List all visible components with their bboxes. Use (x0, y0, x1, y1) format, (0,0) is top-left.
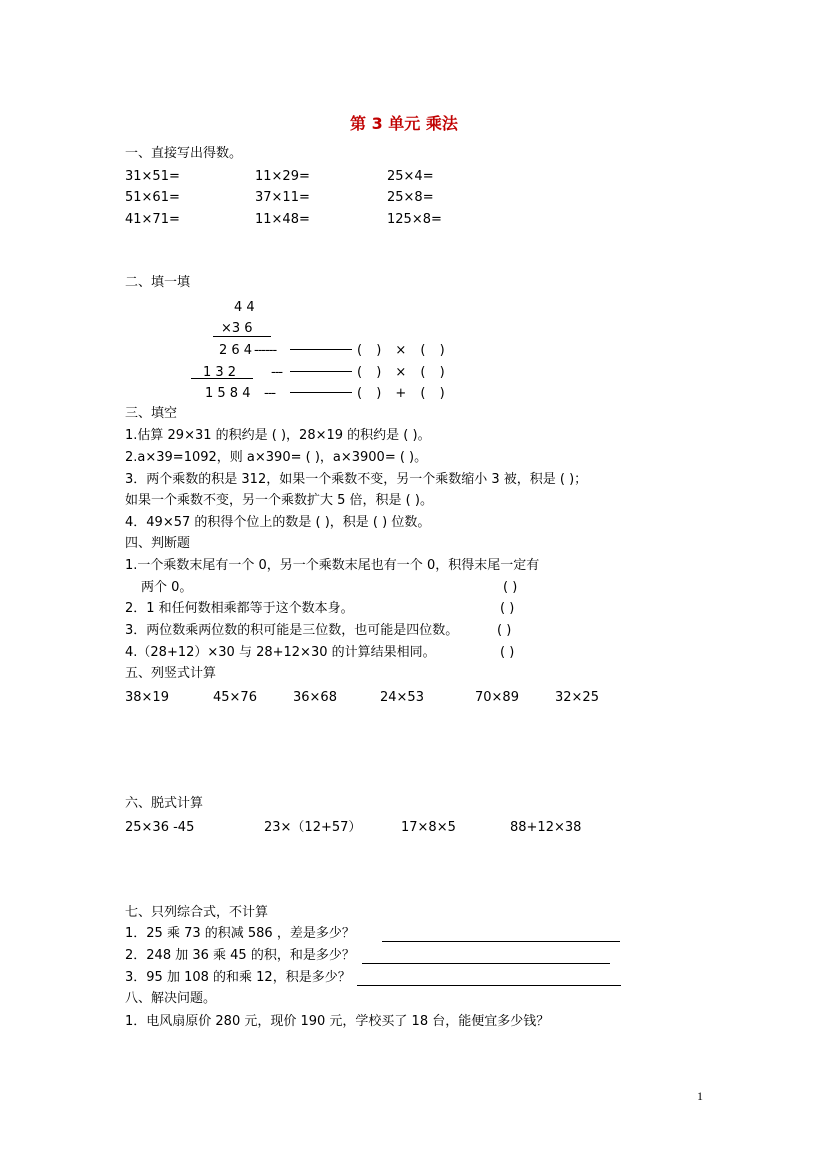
vertical-calc-item: 70×89 (475, 690, 519, 705)
answer-parens: ( ) (497, 623, 512, 638)
judge-question: 2．1 和任何数相乘都等于这个数本身。 (125, 601, 354, 616)
calc-item: 37×11= (255, 190, 310, 205)
fill-question: 1.估算 29×31 的积约是 ( )，28×19 的积约是 ( )。 (125, 428, 431, 443)
judge-question: 3．两位数乘两位数的积可能是三位数，也可能是四位数。 (125, 623, 459, 638)
partial-product-1: 2 6 4 (219, 343, 253, 358)
section-5-heading: 五、列竖式计算 (125, 666, 217, 681)
fill-parens: ( ) × ( ) (357, 365, 445, 380)
calc-item: 25×4= (387, 169, 434, 184)
section-3-heading: 三、填空 (125, 406, 178, 421)
calc-item: 125×8= (387, 212, 442, 227)
judge-question-continued: 两个 0。 (141, 580, 193, 595)
vertical-calc-item: 24×53 (380, 690, 424, 705)
answer-parens: ( ) (503, 580, 518, 595)
answer-line (362, 963, 610, 964)
section-1-heading: 一、直接写出得数。 (125, 146, 243, 161)
fill-question: 3．两个乘数的积是 312，如果一个乘数不变，另一个乘数缩小 3 被，积是 ( )； (125, 472, 588, 487)
section-2-heading: 二、填一填 (125, 275, 191, 290)
expression-question: 1．25 乘 73 的积减 586 ，差是多少？ (125, 926, 355, 941)
partial-product-2: 1 3 2 (203, 365, 237, 380)
connector-line (290, 371, 352, 372)
section-7-heading: 七、只列综合式，不计算 (125, 905, 269, 920)
stepwise-calc-item: 23×（12+57） (264, 820, 362, 835)
fill-question-continued: 如果一个乘数不变，另一个乘数扩大 5 倍，积是 ( )。 (125, 493, 433, 508)
connector-line (290, 349, 352, 350)
expression-question: 2．248 加 36 乘 45 的积，和是多少？ (125, 948, 355, 963)
calc-item: 31×51= (125, 169, 180, 184)
stepwise-calc-item: 88+12×38 (510, 820, 582, 835)
fill-question: 2.a×39=1092，则 a×390= ( )，a×3900= ( )。 (125, 450, 428, 465)
vertical-rule-line (191, 378, 253, 379)
answer-line (382, 941, 620, 942)
vertical-calc-item: 45×76 (213, 690, 257, 705)
answer-parens: ( ) (500, 601, 515, 616)
fill-question: 4．49×57 的积得个位上的数是 ( )，积是 ( ) 位数。 (125, 515, 431, 530)
section-8-heading: 八、解决问题。 (125, 991, 217, 1006)
vertical-calc-item: 32×25 (555, 690, 599, 705)
page-title: 第 3 单元 乘法 (350, 114, 458, 133)
connector-line (290, 392, 352, 393)
fill-parens: ( ) + ( ) (357, 386, 445, 401)
expression-question: 3．95 加 108 的和乘 12，积是多少？ (125, 970, 351, 985)
fill-parens: ( ) × ( ) (357, 343, 445, 358)
calc-item: 11×48= (255, 212, 310, 227)
judge-question: 4.（28+12）×30 与 28+12×30 的计算结果相同。 (125, 645, 436, 660)
dash-connector: --- (271, 365, 283, 380)
calc-item: 11×29= (255, 169, 310, 184)
dash-connector: --- (264, 386, 276, 401)
vertical-multiplicand: 4 4 (234, 300, 255, 315)
vertical-multiplier: ×3 6 (221, 321, 253, 336)
stepwise-calc-item: 25×36 -45 (125, 820, 195, 835)
page-number: 1 (697, 1089, 703, 1103)
vertical-rule-line (213, 336, 271, 337)
dash-connector: ------ (254, 343, 277, 358)
section-4-heading: 四、判断题 (125, 536, 191, 551)
answer-parens: ( ) (500, 645, 515, 660)
calc-item: 41×71= (125, 212, 180, 227)
vertical-calc-item: 38×19 (125, 690, 169, 705)
final-product: 1 5 8 4 (205, 386, 251, 401)
word-problem: 1．电风扇原价 280 元，现价 190 元，学校买了 18 台，能便宜多少钱？ (125, 1014, 550, 1029)
calc-item: 51×61= (125, 190, 180, 205)
judge-question: 1.一个乘数末尾有一个 0，另一个乘数末尾也有一个 0，积得末尾一定有 (125, 558, 540, 573)
stepwise-calc-item: 17×8×5 (401, 820, 456, 835)
calc-item: 25×8= (387, 190, 434, 205)
section-6-heading: 六、脱式计算 (125, 796, 204, 811)
answer-line (357, 985, 621, 986)
vertical-calc-item: 36×68 (293, 690, 337, 705)
